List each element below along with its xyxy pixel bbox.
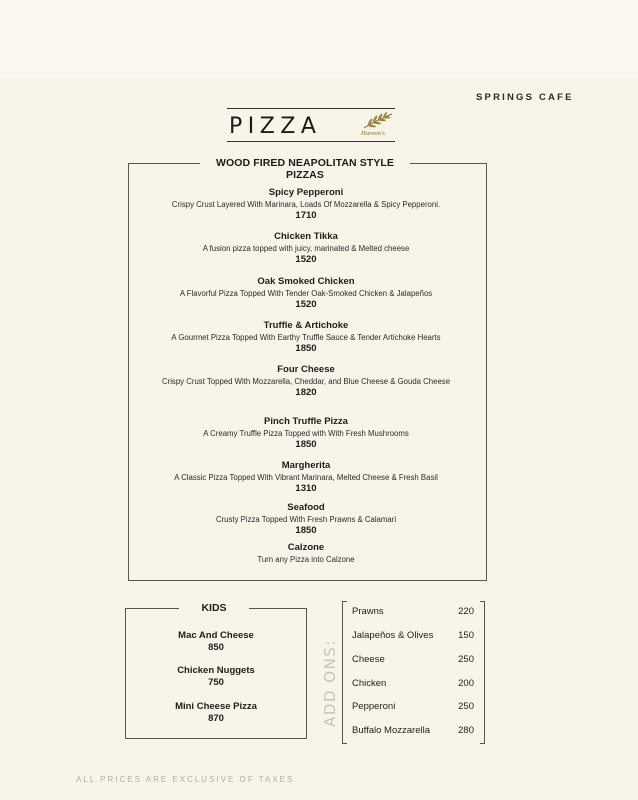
addons-bracket-left [342, 601, 347, 744]
kids-item [125, 665, 307, 689]
item-price: 1520 [295, 254, 317, 265]
item-price: 850 [208, 642, 224, 653]
item-price: 1710 [295, 210, 317, 221]
item-description: A fusion pizza topped with juicy, marinated & Melted cheese [202, 244, 410, 253]
menu-item [140, 502, 472, 537]
item-name: Truffle & Artichoke [263, 320, 349, 331]
menu-item [160, 364, 452, 399]
menu-item [140, 416, 472, 451]
addon-name: Chicken [352, 678, 387, 689]
item-description: Crispy Crust Layered With Marinara, Loads Of Mozzarella & Spicy Pepperoni. [171, 200, 441, 209]
item-description: A Creamy Truffle Pizza Topped with With Fresh Mushrooms [203, 429, 409, 438]
item-description: Crusty Pizza Topped With Fresh Prawns & Calamari [215, 515, 397, 524]
item-name: Chicken Nuggets [177, 665, 255, 676]
addon-price: 280 [458, 725, 474, 736]
item-name: Pinch Truffle Pizza [264, 416, 348, 427]
item-name: Margherita [281, 460, 331, 471]
item-name: Mac And Cheese [178, 630, 254, 641]
addon-name: Pepperoni [352, 701, 396, 712]
pizza-section-heading: WOOD FIRED NEAPOLITAN STYLE PIZZAS [200, 157, 410, 181]
item-description: Turn any Pizza into Calzone [257, 555, 355, 564]
item-name: Oak Smoked Chicken [257, 276, 355, 287]
top-band [0, 0, 638, 78]
item-price: 1310 [295, 483, 317, 494]
kids-item [125, 630, 307, 654]
addons-label-text: ADD ONS: [321, 638, 339, 727]
item-price: 1850 [295, 525, 317, 536]
item-name: Mini Cheese Pizza [175, 701, 257, 712]
addons-bracket-right [480, 601, 485, 744]
addon-price: 250 [458, 654, 474, 665]
item-name: Calzone [287, 542, 325, 553]
addon-name: Jalapeños & Olives [352, 630, 434, 641]
menu-item [140, 542, 472, 565]
kids-item [125, 701, 307, 725]
item-description: Crispy Crust Topped With Mozzarella, Cheddar, and Blue Cheese & Gouda Cheese [161, 377, 451, 386]
menu-item [140, 187, 472, 222]
item-name: Chicken Tikka [274, 231, 338, 242]
item-name: Spicy Pepperoni [268, 187, 344, 198]
menu-item [140, 320, 472, 355]
title-box [227, 108, 395, 142]
logo-text: Haroon's [361, 130, 385, 137]
menu-item [140, 231, 472, 266]
addon-price: 250 [458, 701, 474, 712]
page-title: PIZZA [229, 114, 322, 139]
item-description: A Gourmet Pizza Topped With Earthy Truffle Sauce & Tender Artichoke Hearts [171, 333, 441, 342]
kids-section-heading: KIDS [179, 602, 249, 614]
addon-name: Prawns [352, 606, 384, 617]
addon-name: Cheese [352, 654, 385, 665]
item-price: 750 [208, 677, 224, 688]
wheat-leaf-icon [361, 111, 395, 131]
item-description: A Flavorful Pizza Topped With Tender Oak-Smoked Chicken & Jalapeños [179, 289, 433, 298]
item-price: 1820 [295, 387, 317, 398]
logo [361, 111, 395, 139]
item-price: 870 [208, 713, 224, 724]
item-name: Seafood [287, 502, 325, 513]
addon-price: 220 [458, 606, 474, 617]
item-price: 1520 [295, 299, 317, 310]
menu-item [140, 460, 472, 495]
item-name: Four Cheese [277, 364, 335, 375]
item-price: 1850 [295, 343, 317, 354]
cafe-name: SPRINGS CAFE [476, 92, 574, 103]
item-price: 1850 [295, 439, 317, 450]
footer-note: ALL PRICES ARE EXCLUSIVE OF TAXES [76, 775, 295, 784]
item-description: A Classic Pizza Topped With Vibrant Marinara, Melted Cheese & Fresh Basil [174, 473, 438, 482]
menu-item [140, 276, 472, 311]
addon-name: Buffalo Mozzarella [352, 725, 430, 736]
addon-price: 150 [458, 630, 474, 641]
addon-price: 200 [458, 678, 474, 689]
